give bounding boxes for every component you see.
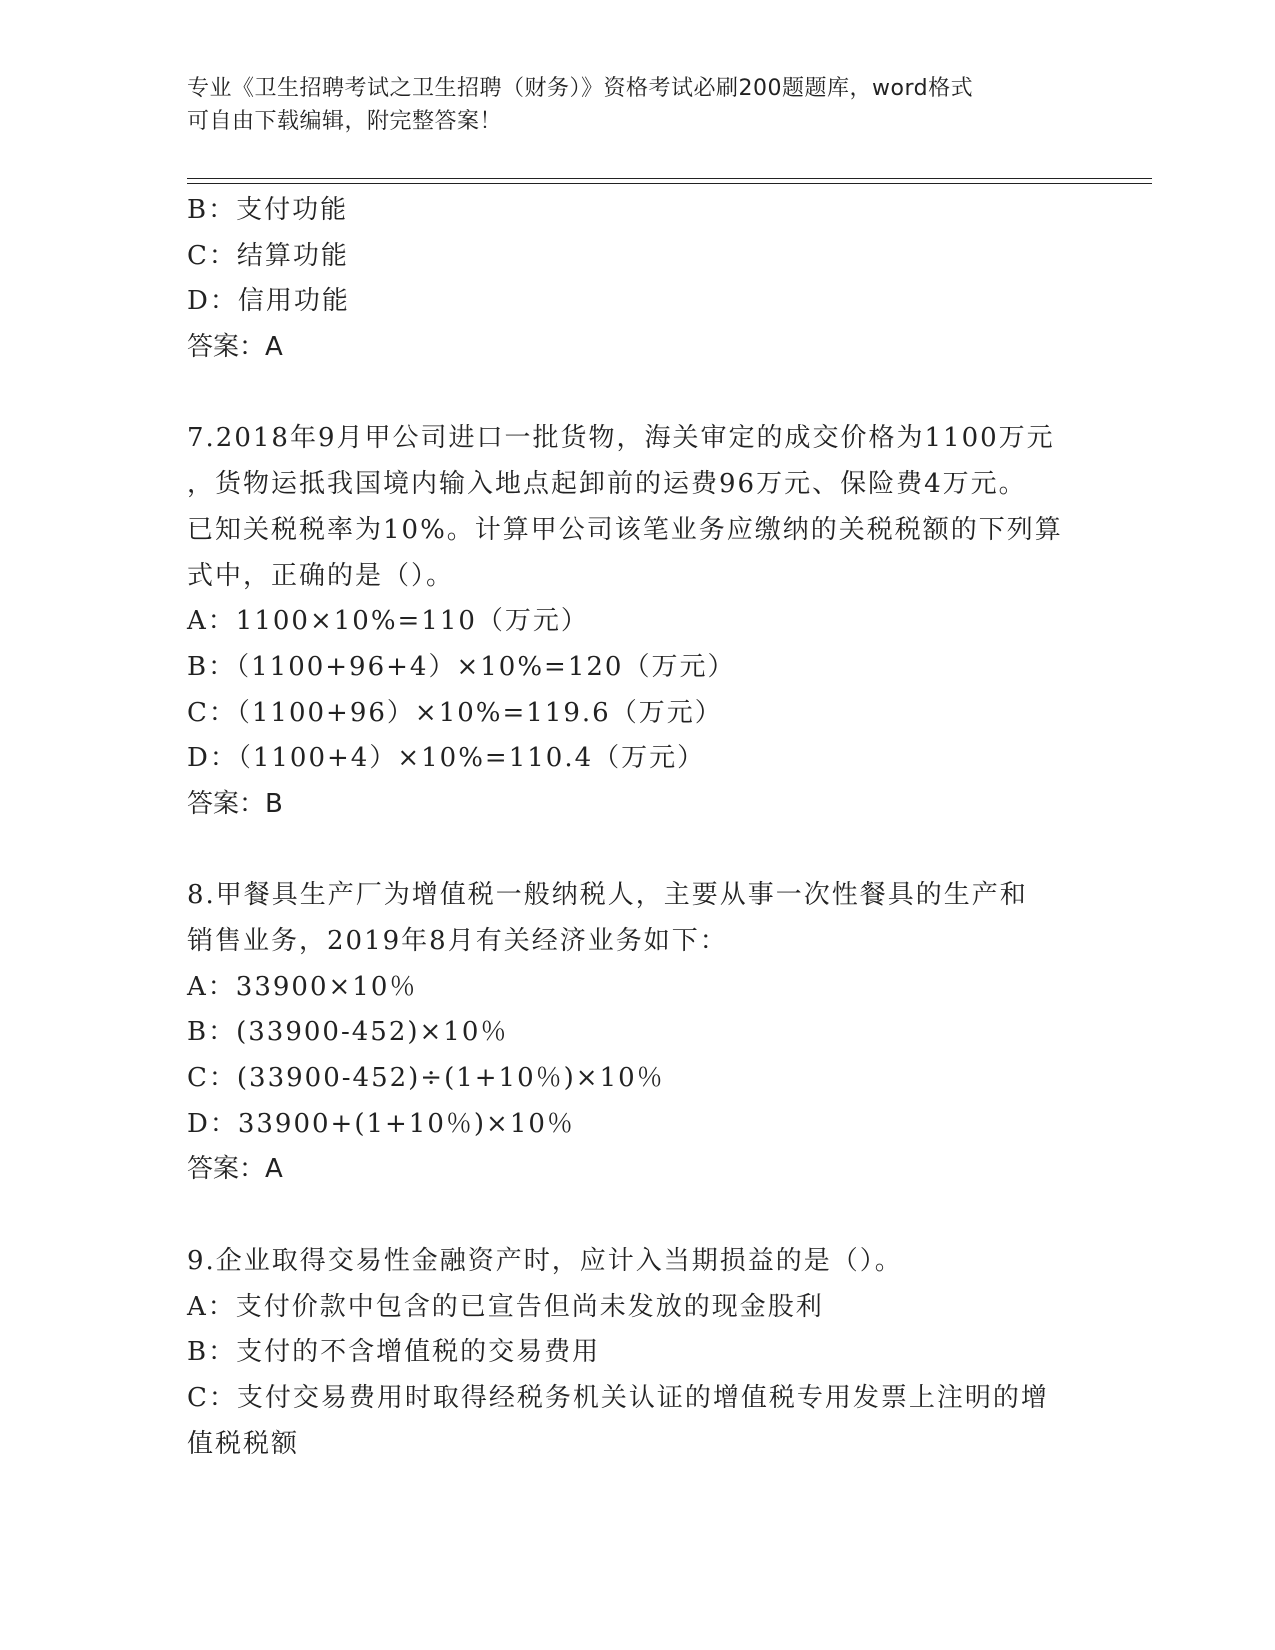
option-a: A：支付价款中包含的已宣告但尚未发放的现金股利 bbox=[187, 1291, 824, 1322]
question-stem-line: 8.甲餐具生产厂为增值税一般纳税人，主要从事一次性餐具的生产和 bbox=[187, 880, 1028, 911]
question-stem-line: 9.企业取得交易性金融资产时，应计入当期损益的是（）。 bbox=[187, 1245, 903, 1276]
question-7 bbox=[187, 416, 1087, 827]
option-b: B：（1100+96+4）×10%=120（万元） bbox=[187, 651, 736, 682]
option-d: D：信用功能 bbox=[187, 286, 350, 317]
option-b: B：(33900-452)×10％ bbox=[187, 1017, 509, 1048]
option-d: D：（1100+4）×10%=110.4（万元） bbox=[187, 743, 706, 774]
option-b: B：支付功能 bbox=[187, 195, 349, 225]
answer: 答案：B bbox=[187, 788, 283, 819]
spacer bbox=[187, 828, 1087, 874]
answer: 答案：A bbox=[187, 332, 283, 363]
option-c: C：结算功能 bbox=[187, 240, 349, 271]
question-stem-line: ，货物运抵我国境内输入地点起卸前的运费96万元、保险费4万元。 bbox=[187, 469, 1027, 500]
option-d: D：33900+(1+10％)×10％ bbox=[187, 1108, 575, 1139]
document-header bbox=[187, 72, 1067, 138]
spacer bbox=[187, 1193, 1087, 1239]
header-line-1: 专业《卫生招聘考试之卫生招聘（财务）》资格考试必刷200题题库，word格式 bbox=[187, 76, 974, 101]
option-c-line-2: 值税税额 bbox=[187, 1428, 300, 1459]
option-c: C：（1100+96）×10%=119.6（万元） bbox=[187, 697, 723, 728]
header-line-2: 可自由下载编辑，附完整答案！ bbox=[187, 109, 503, 134]
header-divider-top bbox=[187, 178, 1152, 179]
question-8 bbox=[187, 873, 1087, 1193]
question-6-tail bbox=[187, 188, 1087, 371]
question-9 bbox=[187, 1239, 1087, 1467]
question-stem-line: 7.2018年9月甲公司进口一批货物，海关审定的成交价格为1100万元 bbox=[187, 423, 1055, 454]
spacer bbox=[187, 371, 1087, 417]
question-stem-line: 已知关税税率为10%。计算甲公司该笔业务应缴纳的关税税额的下列算 bbox=[187, 514, 1063, 545]
answer: 答案：A bbox=[187, 1154, 283, 1185]
option-c-line-1: C：支付交易费用时取得经税务机关认证的增值税专用发票上注明的增 bbox=[187, 1382, 1049, 1413]
option-c: C：(33900-452)÷(1+10％)×10％ bbox=[187, 1063, 665, 1094]
document-body bbox=[187, 188, 1087, 1467]
question-stem-line: 式中，正确的是（）。 bbox=[187, 560, 455, 591]
header-divider-bottom bbox=[187, 183, 1152, 184]
question-stem-line: 销售业务，2019年8月有关经济业务如下： bbox=[187, 926, 728, 956]
option-a: A：33900×10％ bbox=[187, 971, 418, 1002]
option-a: A：1100×10%=110（万元） bbox=[187, 606, 589, 637]
option-b: B：支付的不含增值税的交易费用 bbox=[187, 1337, 601, 1368]
